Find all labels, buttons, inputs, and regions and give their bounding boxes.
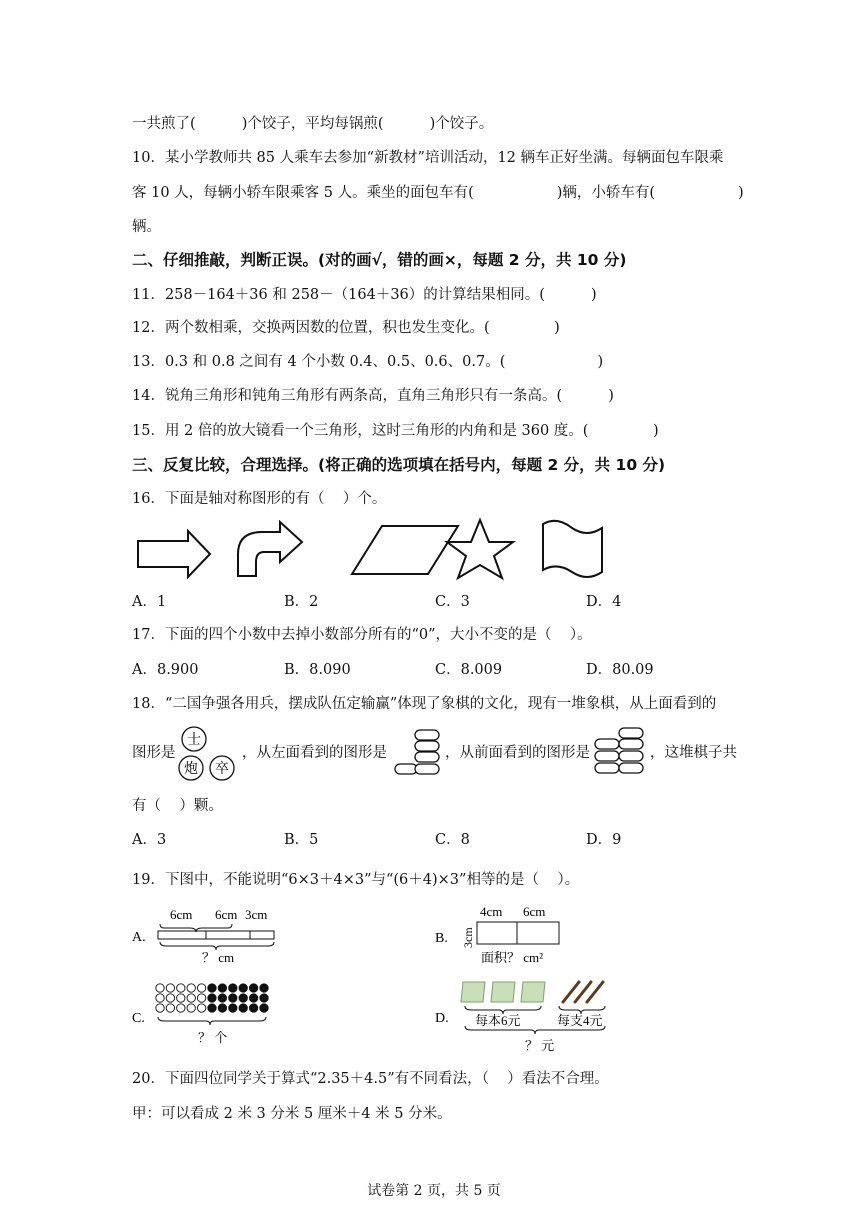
filled-dot: [208, 994, 216, 1002]
q19-b-h: 3cm: [461, 927, 475, 948]
q18-option-c: C．8: [435, 832, 470, 848]
q10-line3: 辆。: [132, 219, 161, 235]
hollow-dot: [197, 1004, 205, 1012]
hollow-dot: [187, 994, 195, 1002]
section-3-heading: 三、反复比较，合理选择。(将正确的选项填在括号内，每题 2 分，共 10 分): [132, 456, 666, 474]
hollow-dot: [197, 984, 205, 992]
hollow-dot: [177, 984, 185, 992]
q18-option-d: D．9: [586, 832, 622, 848]
hollow-dot: [187, 1004, 195, 1012]
q19-a-total: ？ cm: [202, 950, 235, 965]
q16: 16．下面是轴对称图形的有（ ）个。: [132, 491, 387, 507]
hollow-dot: [156, 1004, 164, 1012]
q19-d-pen: 每支4元: [557, 1013, 603, 1028]
q19-a-seg1: 6cm: [170, 907, 193, 922]
hollow-dot: [156, 984, 164, 992]
q10-line1: 10．某小学教师共 85 人乘车去参加“新教材”培训活动，12 辆车正好坐满。每辆面包车限乘: [132, 150, 724, 166]
q20: 20．下面四位同学关于算式“2.35＋4.5”有不同看法，（ ）看法不合理。: [132, 1071, 609, 1087]
q19-c-total: ？ 个: [198, 1030, 228, 1045]
chess-piece-right: 卒: [215, 761, 229, 777]
q19-c-label: C.: [132, 1011, 145, 1026]
turn-arrow-shape: [238, 522, 302, 576]
filled-dot: [218, 994, 226, 1002]
hollow-dot: [177, 1004, 185, 1012]
q18-left-view: [393, 728, 443, 778]
q14: 14．锐角三角形和钝角三角形有两条高，直角三角形只有一条高。( ): [132, 388, 614, 404]
q17-option-a: A．8.900: [132, 662, 199, 678]
filled-dot: [249, 994, 257, 1002]
q18-text-top-view: 图形是: [132, 745, 176, 761]
hollow-dot: [166, 994, 174, 1002]
flag-shape: [543, 521, 602, 577]
section-2-heading: 二、仔细推敲，判断正误。(对的画√，错的画×，每题 2 分，共 10 分): [132, 251, 627, 269]
q19-figure-d: [435, 974, 635, 1054]
filled-dot: [249, 984, 257, 992]
q19-a-label: A.: [132, 930, 146, 945]
q19-d-book: 每本6元: [475, 1013, 521, 1028]
q16-option-c: C．3: [435, 594, 470, 610]
arrow-shape: [138, 531, 210, 577]
chess-piece-top: 士: [187, 732, 201, 748]
filled-dot: [218, 984, 226, 992]
q16-option-b: B．2: [284, 594, 319, 610]
q19-b-label: B.: [435, 931, 448, 946]
q19-a-seg3: 3cm: [245, 907, 268, 922]
page-footer: 试卷第 2 页，共 5 页: [367, 1183, 501, 1199]
q16-shapes: [132, 518, 612, 588]
filled-dot: [229, 994, 237, 1002]
filled-dot: [208, 984, 216, 992]
q18-option-b: B．5: [284, 832, 319, 848]
q19-figure-a: [132, 904, 292, 964]
filled-dot: [229, 984, 237, 992]
q17: 17．下面的四个小数中去掉小数部分所有的“0”，大小不变的是（ ）。: [132, 627, 592, 643]
q18-text-left-view: ，从左面看到的图形是: [242, 745, 387, 761]
hollow-dot: [156, 994, 164, 1002]
filled-dot: [239, 994, 247, 1002]
hollow-dot: [197, 994, 205, 1002]
filled-dot: [208, 1004, 216, 1012]
q19-b-area: 面积？ cm²: [481, 950, 544, 965]
filled-dot: [239, 1004, 247, 1012]
parallelogram-shape: [352, 526, 458, 574]
filled-dot: [239, 984, 247, 992]
q19-b-w2: 6cm: [523, 904, 546, 919]
hollow-dot: [166, 984, 174, 992]
filled-dot: [260, 984, 268, 992]
q16-option-a: A．1: [132, 594, 167, 610]
q17-option-c: C．8.009: [435, 662, 503, 678]
book-icon: [491, 982, 515, 1002]
book-icon: [521, 982, 545, 1002]
q18-text-end: ，这堆棋子共: [650, 745, 737, 761]
q18-line3: 有（ ）颗。: [132, 798, 223, 814]
q12: 12．两个数相乘，交换两因数的位置，积也发生变化。( ): [132, 320, 560, 336]
hollow-dot: [166, 1004, 174, 1012]
hollow-dot: [187, 984, 195, 992]
filled-dot: [229, 1004, 237, 1012]
q19-b-w1: 4cm: [480, 904, 503, 919]
hollow-dot: [177, 994, 185, 1002]
q11: 11．258－164＋36 和 258－（164＋36）的计算结果相同。( ): [132, 287, 597, 303]
q19-figure-b: [435, 900, 585, 966]
filled-dot: [249, 1004, 257, 1012]
q20-option-jia: 甲：可以看成 2 米 3 分米 5 厘米＋4 米 5 分米。: [132, 1106, 452, 1122]
filled-dot: [218, 1004, 226, 1012]
q18-line1: 18．“二国争强各用兵，摆成队伍定输赢”体现了象棋的文化，现有一堆象棋，从上面看到的: [132, 696, 717, 712]
chess-piece-left: 炮: [184, 761, 198, 777]
q15: 15．用 2 倍的放大镜看一个三角形，这时三角形的内角和是 360 度。( ): [132, 423, 659, 439]
q17-option-b: B．8.090: [284, 662, 351, 678]
book-icon: [461, 982, 485, 1002]
q19-figure-c: [132, 980, 292, 1050]
q18-front-view: [593, 726, 647, 778]
q18-option-a: A．3: [132, 832, 167, 848]
q19-d-total: ？ 元: [525, 1038, 555, 1053]
q19: 19．下图中，不能说明“6×3＋4×3”与“(6＋4)×3”相等的是（ ）。: [132, 872, 580, 888]
q10-line2: 客 10 人，每辆小轿车限乘客 5 人。乘坐的面包车有( )辆，小轿车有( ): [132, 185, 744, 201]
q18-top-view: [176, 724, 240, 782]
q17-option-d: D．80.09: [586, 662, 654, 678]
q9-continuation: 一共煎了( )个饺子，平均每锅煎( )个饺子。: [132, 116, 494, 132]
filled-dot: [260, 994, 268, 1002]
q13: 13．0.3 和 0.8 之间有 4 个小数 0.4、0.5、0.6、0.7。( ): [132, 354, 604, 370]
q16-option-d: D．4: [586, 594, 622, 610]
q19-a-seg2: 6cm: [215, 907, 238, 922]
q19-d-label: D.: [435, 1011, 449, 1026]
q18-text-front-view: ，从前面看到的图形是: [445, 745, 590, 761]
filled-dot: [260, 1004, 268, 1012]
